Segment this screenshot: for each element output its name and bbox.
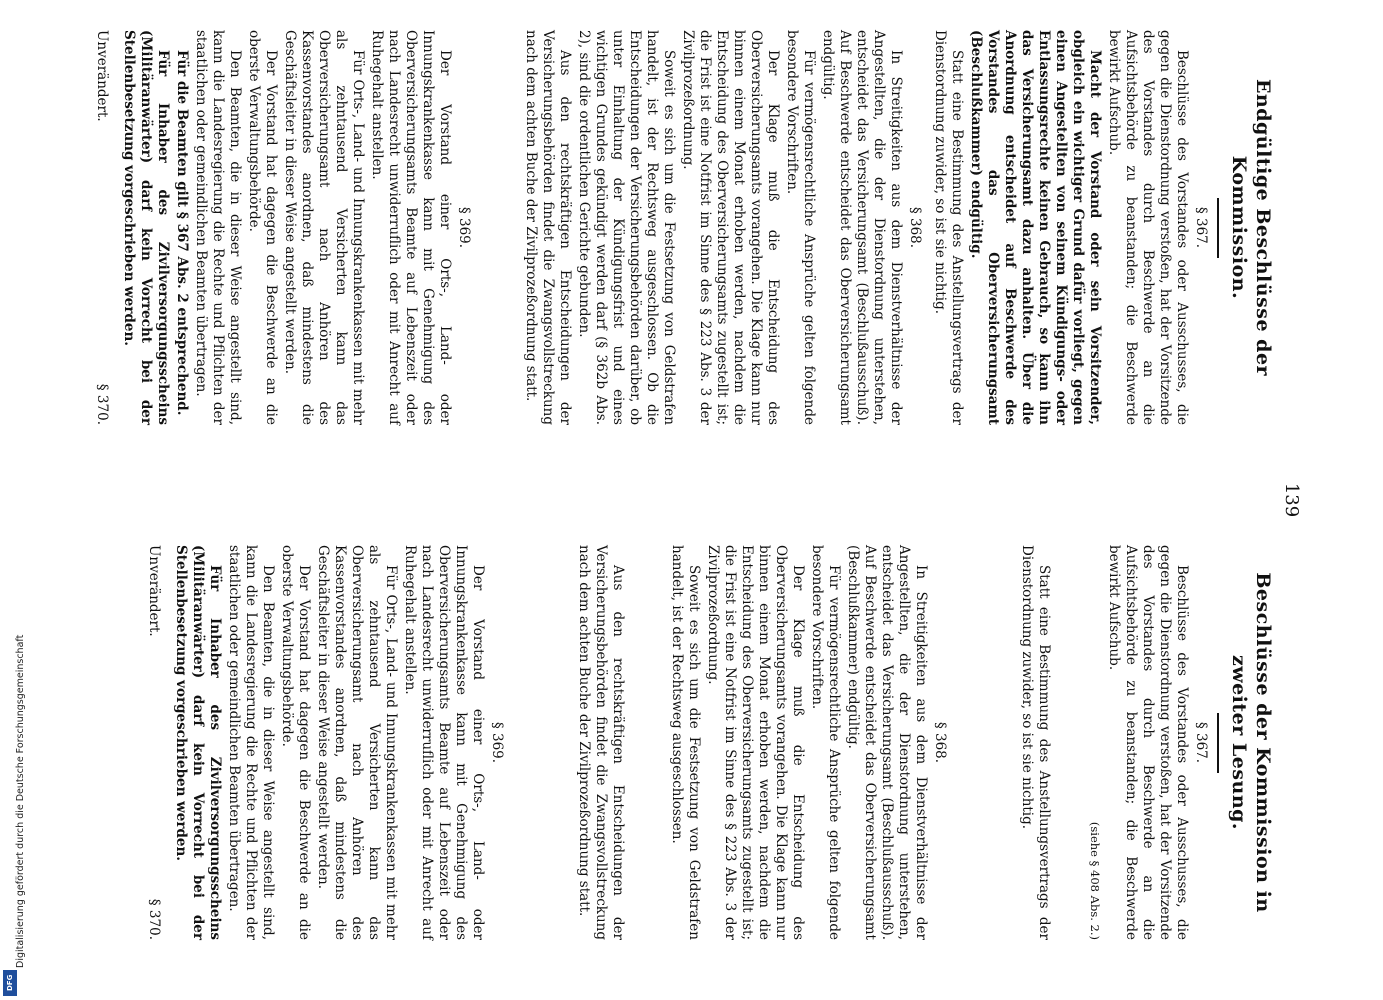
paragraph: Der Vorstand hat dagegen die Beschwerde an die oberste Verwaltungsbehörde. [279, 545, 312, 940]
paragraph: Für Orts-, Land- und Innungskrankenkassen mit mehr als zehntausend Versicherten kann das Oberversicherungsamt nach Anhören des Kassenvorstandes anordnen, daß mindestens die Geschäftsleiter in dieser Weise angestellt werden. [315, 545, 399, 940]
unchanged-label: Unverändert. [94, 30, 110, 122]
section-heading: § 367. [1193, 721, 1209, 764]
section-heading: § 369. [456, 206, 472, 249]
paragraph: Der Klage muß die Entscheidung des Oberversicherungsamts vorangehen. Die Klage kann nur binnen einem Monat erhoben werden, nachdem die Entscheidung des Oberversicherungsamts zugestellt ist; die Frist ist eine Notfrist im Sinne des § 223 Abs. 3 der Zivilprozeßordnung. [680, 30, 781, 425]
paragraph: Für Orts-, Land- und Innungskrankenkassen mit mehr als zehntausend Versicherten kann das Oberversicherungsamt nach Anhören des Kassenvorstandes anordnen, daß mindestens die Geschäftsleiter in dieser Weise angestellt werden. [282, 30, 366, 425]
paragraph: Den Beamten, die in dieser Weise angestellt sind, kann die Landesregierung die Rechte und Pflichten der staatlichen oder gemeindlichen Beamten übertragen. [226, 545, 276, 940]
paragraph: Aus den rechtskräftigen Entscheidungen der Versicherungsbehörden findet die Zwangsvollstreckung nach dem achten Buche der Zivilprozeßordnung statt. [523, 30, 573, 425]
paragraph: Der Vorstand einer Orts-, Land- oder Innungskrankenkasse kann mit Genehmigung des Oberversicherungsamts Beamte auf Lebenszeit oder nach Landesrecht unwiderruflich oder mit Anrecht auf Ruhegehalt anstellen. [402, 545, 486, 940]
paragraph-bold: Für die Beamten gilt § 367 Abs. 2 entsprechend. [174, 50, 190, 416]
column-second-reading [145, 545, 1275, 940]
paragraph: Statt eine Bestimmung des Anstellungsvertrags der Dienstordnung zuwider, so ist sie nichtig. [1019, 545, 1052, 940]
paragraph: Für vermögensrechtliche Ansprüche gelten folgende besondere Vorschriften. [784, 30, 817, 425]
paragraph: In Streitigkeiten aus dem Dienstverhältnisse der Angestellten, die der Dienstordnung unterstehen, entscheidet das Versicherungsamt (Beschlußausschuß). Auf Beschwerde entscheidet das Oberversicherungsamt endgültig. [820, 30, 904, 425]
section-heading: § 368. [932, 721, 948, 764]
section-heading: § 369. [489, 721, 505, 764]
paragraph-bold: Für Inhaber des Zivilversorgungsscheins (Militäranwärter) darf kein Vorrecht bei der Stellenbesetzung vorgeschrieben werden. [173, 545, 223, 940]
column-header: Beschlüsse der Kommission in zweiter Lesung. [1228, 572, 1274, 913]
paragraph: Beschlüsse des Vorstandes oder Ausschusses, die gegen die Dienstordnung verstoßen, hat der Vorsitzende des Vorstandes durch Beschwerde an die Aufsichtsbehörde zu beanstanden; die Beschwerde bewirkt Aufschub. [1106, 30, 1190, 425]
paragraph-bold: Macht der Vorstand oder sein Vorsitzender, obgleich ein wichtiger Grund dafür vorliegt, gegen einen Angestellten von seinem Kündigungs- oder Entlassungsrechte keinen Gebrauch, so kann ihn das Versicherungsamt dazu anhalten. Über die Anordnung entscheidet auf Beschwerde des Vorstandes das Oberversicherungsamt (Beschlußkammer) endgültig. [968, 30, 1103, 425]
section-heading: § 370. [146, 898, 162, 940]
section-heading: § 368. [907, 206, 923, 249]
paragraph: Statt eine Bestimmung des Anstellungsvertrags der Dienstordnung zuwider, so ist sie nichtig. [932, 30, 965, 425]
paragraph: Der Vorstand einer Orts-, Land- oder Innungskrankenkasse kann mit Genehmigung des Oberversicherungsamts Beamte auf Lebenszeit oder nach Landesrecht unwiderruflich oder mit Anrecht auf Ruhegehalt anstellen. [369, 30, 453, 425]
section-370-row [93, 30, 110, 425]
cross-reference-note: (siehe § 408 Abs. 2.) [1088, 821, 1102, 940]
header-rule [1217, 198, 1219, 258]
unchanged-label: Unverändert. [146, 545, 162, 637]
paragraph: Für vermögensrechtliche Ansprüche gelten folgende besondere Vorschriften. [809, 545, 842, 940]
paragraph-bold: Für Inhaber des Zivilversorgungsscheins (Militäranwärter) darf kein Vorrecht bei der Stellenbesetzung vorgeschrieben werden. [121, 30, 171, 425]
paragraph: In Streitigkeiten aus dem Dienstverhältnisse der Angestellten, die der Dienstordnung unterstehen, entscheidet das Versicherungsamt (Beschlußausschuß). Auf Beschwerde entscheidet das Oberversicherungsamt (Beschlußkammer) endgültig. [845, 545, 929, 940]
section-370-row [145, 545, 162, 940]
paragraph: Beschlüsse des Vorstandes oder Ausschusses, die gegen die Dienstordnung verstoßen, hat der Vorsitzende des Vorstandes durch Beschwerde an die Aufsichtsbehörde zu beanstanden; die Beschwerde bewirkt Aufschub. [1106, 545, 1190, 940]
column-final-resolutions [93, 30, 1275, 425]
digitization-credit [0, 0, 26, 1000]
header-rule [1217, 713, 1219, 773]
paragraph: Den Beamten, die in dieser Weise angestellt sind, kann die Landesregierung die Rechte und Pflichten der staatlichen oder gemeindlichen Beamten übertragen. [193, 30, 243, 425]
dfg-logo: DFG [3, 970, 17, 996]
paragraph: Der Klage muß die Entscheidung des Oberversicherungsamts vorangehen. Die Klage kann nur binnen einem Monat erhoben werden, nachdem die Entscheidung des Oberversicherungsamts zugestellt ist; die Frist ist eine Notfrist im Sinne des § 223 Abs. 3 der Zivilprozeßordnung. [705, 545, 806, 940]
paragraph: Aus den rechtskräftigen Entscheidungen der Versicherungsbehörden findet die Zwangsvollstreckung nach dem achten Buche der Zivilprozeßordnung statt. [576, 545, 626, 940]
credit-text: Digitalisierung gefördert durch die Deutsche Forschungsgemeinschaft [15, 634, 26, 968]
section-heading: § 370. [94, 383, 110, 425]
paragraph: Soweit es sich um die Festsetzung von Geldstrafen handelt, ist der Rechtsweg ausgeschlossen. [669, 545, 702, 940]
section-heading: § 367. [1193, 206, 1209, 249]
paragraph: Soweit es sich um die Festsetzung von Geldstrafen handelt, ist der Rechtsweg ausgeschlossen. Ob die Entscheidungen der Versicherungsbehörden darüber, ob unter Einhaltung der Kündigungsfrist und eines wichtigen Grundes gekündigt werden darf (§ 362b Abs. 2), sind die ordentlichen Gerichte gebunden. [576, 30, 677, 425]
page-number: 139 [1281, 482, 1302, 518]
column-header: Endgültige Beschlüsse der Kommission. [1228, 78, 1274, 377]
paragraph: Der Vorstand hat dagegen die Beschwerde an die oberste Verwaltungsbehörde. [246, 30, 279, 425]
